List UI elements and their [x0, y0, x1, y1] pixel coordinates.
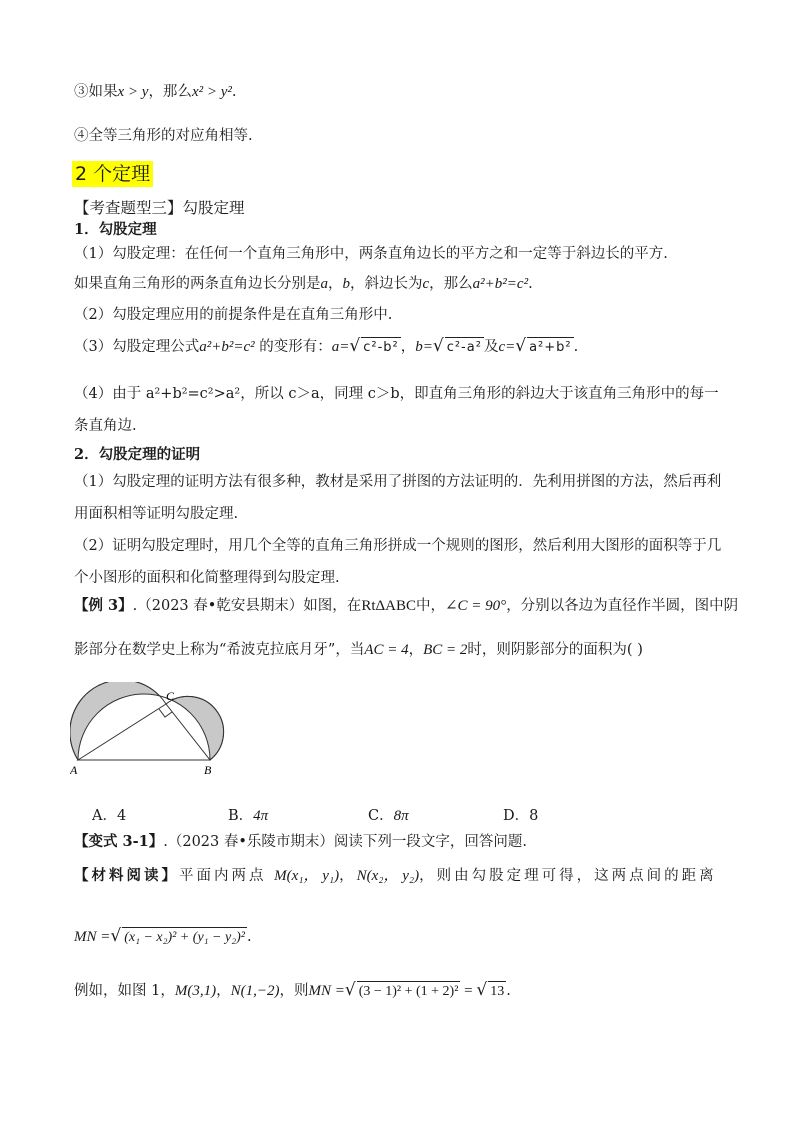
p2-var-c: c: [422, 276, 430, 292]
example-ac: AC = 4: [364, 642, 409, 658]
option-d-letter: D．: [503, 808, 530, 824]
sqrt-icon: √: [344, 980, 356, 1000]
label-a: A: [70, 763, 78, 777]
ex-n: N(1,−2): [230, 983, 280, 999]
part1-p3: （2）勾股定理应用的前提条件是在直角三角形中.: [74, 307, 393, 323]
p4-rad-c: a²+b²: [527, 337, 574, 358]
example-line2-a: 影部分在数学史上称为“希波克拉底月牙”，当: [74, 642, 365, 658]
mn-end: .: [246, 929, 252, 945]
variant-text: .（2023 春•乐陵市期末）阅读下列一段文字，回答问题.: [163, 834, 528, 850]
example3-line2: [74, 640, 643, 660]
part2-heading: 2．勾股定理的证明: [74, 446, 201, 463]
distance-formula: [74, 926, 252, 948]
material-a: 平面内两点: [179, 868, 267, 884]
option-b-value: 4π: [253, 808, 269, 824]
section-title: 2 个定理: [72, 161, 153, 187]
p2-var-b: b: [342, 276, 350, 292]
p4-text-c: 的变形有：: [259, 339, 332, 355]
p4-c-eq: c=: [498, 339, 516, 355]
material-b: ，: [339, 868, 357, 884]
part1-p5: （4）由于 a²+b²=c²>a²，所以 c＞a，同理 c＞b，即直角三角形的斜边大于该直角三角形中的每一条直角边.: [74, 386, 719, 434]
item-3-prefix: ③如果: [74, 84, 118, 100]
ex-radicand: (3 − 1)² + (1 + 2)²: [357, 981, 461, 1002]
example-line2-c: 时，则阴影部分的面积为: [467, 642, 627, 658]
p4-formula: a²+b²=c²: [199, 339, 255, 355]
p4-a-eq: a=: [331, 339, 350, 355]
section-subtitle: 【考查题型三】勾股定理: [74, 199, 245, 217]
example-bc: BC = 2: [423, 642, 468, 658]
item-4: ④全等三角形的对应角相等.: [74, 128, 253, 144]
option-a-letter: A．: [92, 808, 117, 824]
ex-m: M(3,1): [174, 983, 217, 999]
variant-line: [74, 832, 527, 852]
mn-lhs: MN =: [74, 929, 111, 945]
variant-label: 【变式 3-1】: [74, 833, 164, 850]
p4-rad-a: c²-b²: [361, 337, 401, 358]
item-3-mid: ，那么: [148, 84, 192, 100]
option-b-letter: B．: [228, 808, 254, 824]
sqrt-icon: √: [476, 980, 488, 1000]
example-line: [74, 980, 511, 1002]
ex-lhs: MN =: [308, 983, 345, 999]
part2-p1: （1）勾股定理的证明方法有很多种，教材是采用了拼图的方法证明的．先利用拼图的方法，然后再利用面积相等证明勾股定理.: [74, 474, 722, 522]
label-b: B: [204, 763, 212, 777]
option-d-value: 8: [529, 808, 539, 824]
ex-end: .: [506, 983, 511, 999]
p4-and: 及: [483, 339, 499, 355]
part1-p1: （1）勾股定理：在任何一个直角三角形中，两条直角边长的平方之和一定等于斜边长的平方.: [74, 246, 668, 262]
p2-var-a: a: [320, 276, 328, 292]
option-a-value: 4: [116, 808, 127, 824]
part2-p2: （2）证明勾股定理时，用几个全等的直角三角形拼成一个规则的图形，然后利用大图形的面积等于几个小图形的面积和化简整理得到勾股定理.: [74, 538, 722, 586]
p2-text-a: 如果直角三角形的两条直角边长分别是: [74, 276, 321, 292]
part1-heading: 1．勾股定理: [74, 221, 157, 238]
ex-c: ，则: [279, 983, 309, 999]
item-3: [74, 82, 236, 102]
p4-rad-b: c²-a²: [445, 337, 484, 358]
example-label: 【例 3】: [74, 597, 133, 614]
answer-paren: ( ): [626, 642, 643, 658]
option-a[interactable]: [92, 804, 126, 825]
mn-radicand: (x₁ − x₂)² + (y₁ − y₂)²: [122, 927, 247, 948]
p4-text-a: （3）勾股定理公式: [74, 339, 200, 355]
sqrt-icon: √: [515, 336, 527, 356]
example-angle: ∠C = 90°: [444, 598, 507, 614]
p2-comma: ，: [328, 276, 343, 292]
example-mid2: ，分别以各边为直径作半圆，图中阴: [506, 598, 739, 614]
material-c: ，则由勾股定理可得，这两点间的距离: [419, 868, 717, 884]
p2-text-e: ，斜边长为: [350, 276, 423, 292]
p2-end: .: [528, 276, 533, 292]
sqrt-icon: √: [110, 926, 122, 946]
sqrt-icon: √: [349, 336, 361, 356]
p4-comma: ，: [400, 339, 416, 355]
part1-p4: [74, 336, 578, 358]
example-mid1: 中，: [415, 598, 445, 614]
example-line2-b: ，: [408, 642, 424, 658]
part1-p2: [74, 274, 533, 294]
material-line: [74, 866, 717, 886]
option-c-value: 8π: [393, 808, 409, 824]
example-source: .（2023 春•乾安县期末）如图，在: [132, 598, 362, 614]
option-d[interactable]: [503, 804, 538, 825]
p2-text-g: ，那么: [429, 276, 473, 292]
item-3-hypothesis: x > y: [117, 84, 149, 100]
example-triangle: RtΔABC: [361, 598, 416, 614]
item-3-end: .: [231, 84, 237, 100]
point-m: M(x₁， y₁): [274, 868, 340, 884]
p2-formula: a²+b²=c²: [472, 276, 529, 292]
label-c: C: [166, 689, 175, 703]
material-label: 【材料阅读】: [74, 867, 179, 884]
point-n: N(x₂， y₂): [356, 868, 420, 884]
option-b[interactable]: [228, 804, 268, 825]
ex-a: 例如，如图 1，: [74, 983, 175, 999]
ex-result: 13: [488, 981, 506, 1002]
p4-b-eq: b=: [415, 339, 433, 355]
item-3-conclusion: x² > y²: [191, 84, 232, 100]
option-c[interactable]: [368, 804, 409, 825]
p4-end: .: [573, 339, 579, 355]
example3-line1: [74, 596, 738, 616]
ex-eq: =: [460, 983, 477, 999]
ex-b: ，: [216, 983, 231, 999]
sqrt-icon: √: [432, 336, 444, 356]
option-c-letter: C．: [368, 808, 394, 824]
lunes-figure: [70, 682, 230, 782]
